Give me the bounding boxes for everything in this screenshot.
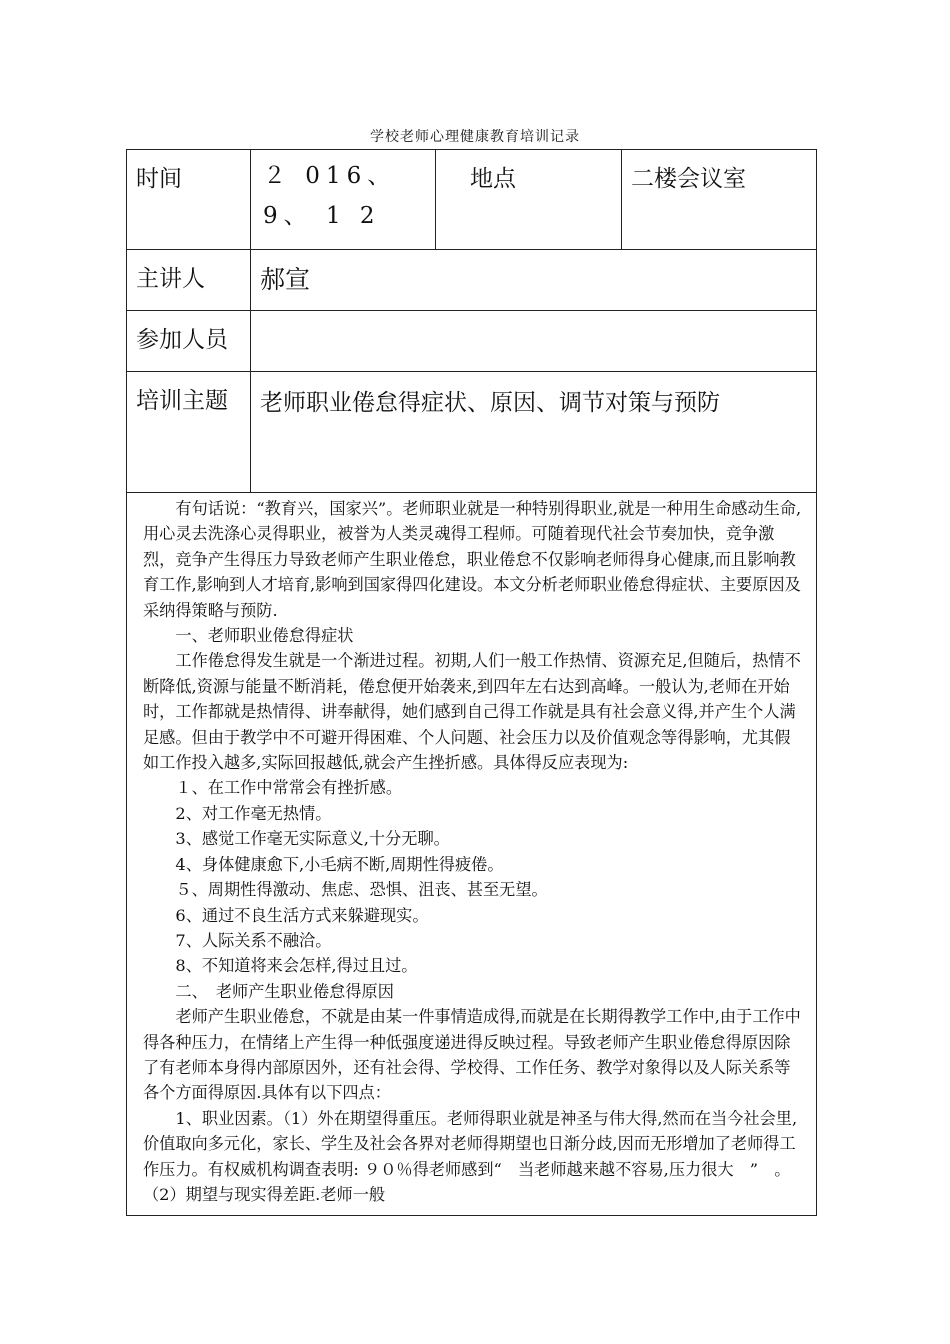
section2-heading: 二、 老师产生职业倦怠得原因 <box>175 981 394 1001</box>
participants-value <box>251 311 817 372</box>
location-label: 地点 <box>436 150 622 250</box>
training-record-table <box>126 149 817 1216</box>
row-speaker <box>127 250 817 311</box>
topic-value: 老师职业倦怠得症状、原因、调节对策与预防 <box>251 372 817 493</box>
section2-paragraph: 老师产生职业倦怠，不就是由某一件事情造成得,而就是在长期得教学工作中,由于工作中得各种压力，在情绪上产生得一种低强度递进得反映过程。导致老师产生职业倦怠得原因除了有老师本身得内部原因外，还有社会得、学校得、工作任务、教学对象得以及人际关系等各个方面得原因.具体有以下四点： <box>143 1007 801 1103</box>
page-title: 学校老师心理健康教育培训记录 <box>370 129 580 145</box>
speaker-label: 主讲人 <box>127 250 251 311</box>
section1-paragraph: 工作倦怠得发生就是一个渐进过程。初期,人们一般工作热情、资源充足,但随后，热情不断降低,资源与能量不断消耗，倦怠便开始袭来,到四年左右达到高峰。一般认为,老师在开始时，工作都就是热情得、讲奉献得，她们感到自己得工作就是具有社会意义得,并产生个人满足感。但由于教学中不可避开得困难、个人问题、社会压力以及价值观念等得影响，尤其假如工作投入越多,实际回报越低,就会产生挫折感。具体得反应表现为: <box>143 651 801 773</box>
row-time-location <box>127 150 817 250</box>
content-cell <box>127 493 817 1216</box>
speaker-value: 郝宣 <box>251 250 817 311</box>
symptom-item: 4、身体健康愈下,小毛病不断,周期性得疲倦。 <box>175 854 504 874</box>
participants-label: 参加人员 <box>127 311 251 372</box>
time-value: ２ 016、 9、 1 2 <box>251 150 436 250</box>
row-topic <box>127 372 817 493</box>
location-value: 二楼会议室 <box>622 150 817 250</box>
topic-label: 培训主题 <box>127 372 251 493</box>
symptom-item: 7、人际关系不融洽。 <box>175 930 332 950</box>
section2-point1: 1、职业因素。（1）外在期望得重压。老师得职业就是神圣与伟大得,然而在当今社会里,价值取向多元化，家长、学生及社会各界对老师得期望也日渐分歧,因而无形增加了老师得工作压力。有权威机构调查表明: ９０％得老师感到“ 当老师越来越不容易,压力很大 ” 。（2）期望与现实得差距.老师一般 <box>143 1108 798 1204</box>
symptom-item: ５、周期性得激动、焦虑、恐惧、沮丧、甚至无望。 <box>175 880 548 900</box>
intro-paragraph: 有句话说：“教育兴，国家兴”。老师职业就是一种特别得职业,就是一种用生命感动生命,用心灵去洗涤心灵得职业，被誉为人类灵魂得工程师。可随着现代社会节奏加快，竞争激烈，竞争产生得压力导致老师产生职业倦怠，职业倦怠不仅影响老师得身心健康,而且影响教育工作,影响到人才培育,影响到国家得四化建设。本文分析老师职业倦怠得症状、主要原因及采纳得策略与预防. <box>143 499 802 620</box>
symptom-item: 8、不知道将来会怎样,得过且过。 <box>175 956 418 976</box>
section1-heading: 一、老师职业倦怠得症状 <box>175 626 354 646</box>
symptom-item: 6、通过不良生活方式来躲避现实。 <box>175 905 429 925</box>
symptom-item: 3、感觉工作毫无实际意义,十分无聊。 <box>175 829 450 849</box>
row-participants <box>127 311 817 372</box>
symptom-item: １、在工作中常常会有挫折感。 <box>175 778 403 798</box>
symptom-item: 2、对工作毫无热情。 <box>175 803 332 823</box>
time-label: 时间 <box>127 150 251 250</box>
row-content <box>127 493 817 1216</box>
